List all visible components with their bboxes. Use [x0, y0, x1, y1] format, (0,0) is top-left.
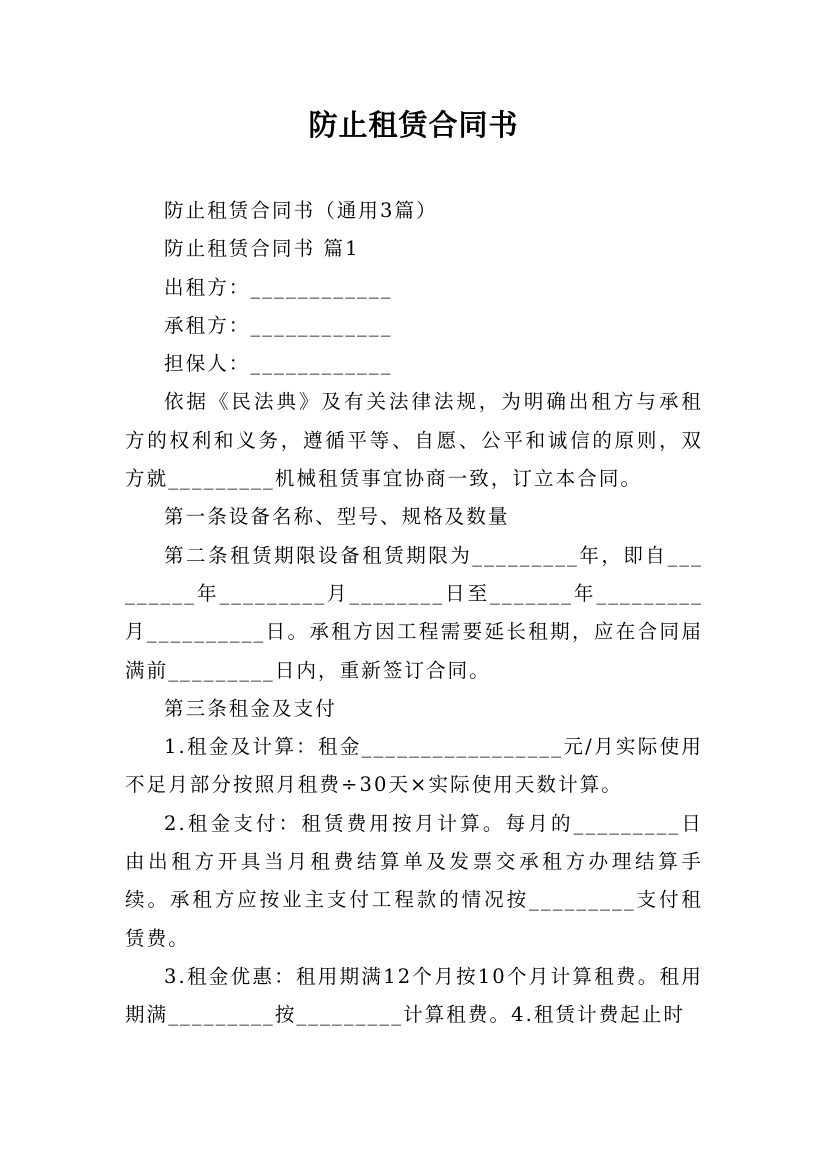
article-1-heading: 第一条设备名称、型号、规格及数量 — [164, 505, 510, 529]
rent-discount-paragraph: 3.租金优惠：租用期满12个月按10个月计算租费。租用期满_________按_________计算租费。4.租赁计费起止时 — [125, 964, 703, 1027]
guarantor-field: 担保人：____________ — [164, 352, 393, 376]
rent-calculation-paragraph: 1.租金及计算：租金_________________元/月实际使用不足月部分按照月租费÷30天×实际使用天数计算。 — [125, 735, 703, 797]
document-body — [125, 192, 703, 1035]
rent-payment-paragraph: 2.租金支付：租赁费用按月计算。每月的_________日由出租方开具当月租费结算单及发票交承租方办理结算手续。承租方应按业主支付工程款的情况按_________支付租赁费。 — [125, 811, 704, 950]
article-2-paragraph: 第二条租赁期限设备租赁期限为_________年，即自_________年_________月________日至_______年_________月__________日。承租方因工程需要延长租期，应在合同届满前_________日内，重新签订合同。 — [125, 543, 703, 682]
section-heading: 防止租赁合同书 篇1 — [164, 237, 360, 261]
document-title: 防止租赁合同书 — [308, 108, 519, 142]
article-3-heading: 第三条租金及支付 — [164, 696, 337, 720]
subtitle-line: 防止租赁合同书（通用3篇） — [164, 199, 438, 222]
lessor-field: 出租方：____________ — [164, 275, 393, 299]
lessee-field: 承租方：____________ — [164, 313, 393, 337]
preamble-paragraph: 依据《民法典》及有关法律法规，为明确出租方与承租方的权利和义务，遵循平等、自愿、公平和诚信的原则，双方就_________机械租赁事宜协商一致，订立本合同。 — [125, 390, 703, 491]
